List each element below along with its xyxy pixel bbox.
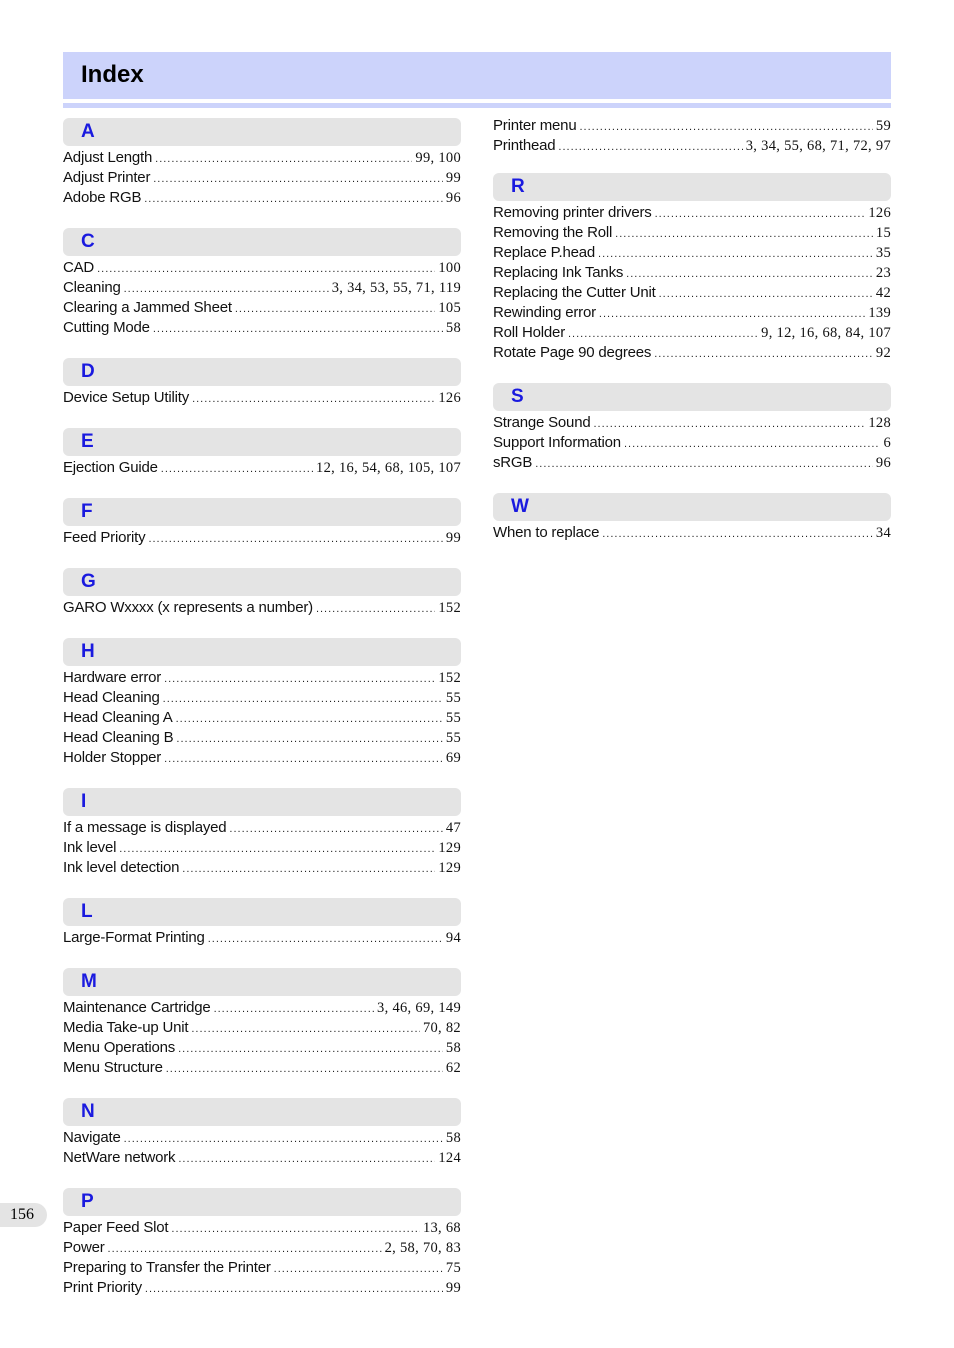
index-entry[interactable]	[63, 1258, 461, 1278]
dot-leader	[164, 669, 435, 689]
entry-list	[63, 598, 461, 618]
index-entry[interactable]	[63, 928, 461, 948]
index-term: Adjust Length	[63, 149, 153, 166]
page-references[interactable]: 100	[438, 260, 461, 276]
page-references[interactable]: 6	[883, 435, 891, 451]
section-letter: S	[511, 386, 524, 407]
index-term: sRGB	[493, 454, 533, 471]
section-letter: N	[81, 1101, 95, 1122]
page-references[interactable]: 62	[445, 1060, 461, 1076]
dot-leader	[108, 1239, 382, 1259]
index-entry[interactable]	[493, 283, 891, 303]
dot-leader	[624, 434, 880, 454]
section-letter: E	[81, 431, 94, 452]
index-term: If a message is displayed	[63, 819, 227, 836]
entry-list	[63, 458, 461, 478]
page-references[interactable]: 99	[445, 1280, 461, 1296]
dot-leader	[535, 454, 873, 474]
index-term: Navigate	[63, 1129, 121, 1146]
index-term: Media Take-up Unit	[63, 1019, 189, 1036]
page-references[interactable]: 152	[438, 670, 461, 686]
section-letter: I	[81, 791, 87, 812]
section-header	[63, 968, 461, 996]
entry-list	[63, 148, 461, 208]
index-entry[interactable]	[63, 258, 461, 278]
index-term: Menu Structure	[63, 1059, 163, 1076]
dot-leader	[626, 264, 873, 284]
entry-list	[63, 1218, 461, 1298]
page-references[interactable]: 75	[445, 1260, 461, 1276]
dot-leader	[153, 319, 443, 339]
index-term: Print Priority	[63, 1279, 142, 1296]
page-references[interactable]: 58	[445, 320, 461, 336]
index-section-w	[493, 493, 891, 543]
index-entry[interactable]	[63, 1238, 461, 1258]
index-section-g	[63, 568, 461, 618]
dot-leader	[615, 224, 873, 244]
index-term: Removing printer drivers	[493, 204, 652, 221]
dot-leader	[124, 1129, 443, 1149]
index-term: Large-Format Printing	[63, 929, 205, 946]
dot-leader	[316, 599, 435, 619]
index-entry[interactable]	[493, 433, 891, 453]
page-references[interactable]: 34	[875, 525, 891, 541]
page-references[interactable]: 94	[445, 930, 461, 946]
section-header	[63, 1098, 461, 1126]
index-entry[interactable]	[63, 708, 461, 728]
page-references[interactable]: 55	[445, 710, 461, 726]
dot-leader	[178, 1149, 435, 1169]
dot-leader	[274, 1259, 443, 1279]
page-references[interactable]: 12, 16, 54, 68, 105, 107	[316, 460, 461, 476]
page-references[interactable]: 139	[868, 305, 891, 321]
page-references[interactable]: 99, 100	[415, 150, 461, 166]
dot-leader	[229, 819, 442, 839]
index-term: Replacing the Cutter Unit	[493, 284, 656, 301]
index-term: Hardware error	[63, 669, 162, 686]
index-entry[interactable]	[63, 688, 461, 708]
dot-leader	[153, 169, 443, 189]
page-references[interactable]: 129	[438, 840, 461, 856]
dot-leader	[208, 929, 443, 949]
section-letter: F	[81, 501, 93, 522]
index-section-h	[63, 638, 461, 768]
section-header	[493, 493, 891, 521]
index-entry[interactable]	[63, 1128, 461, 1148]
page-references[interactable]: 35	[875, 245, 891, 261]
index-section-r	[493, 173, 891, 363]
page-references[interactable]: 42	[875, 285, 891, 301]
index-section-f	[63, 498, 461, 548]
index-entry[interactable]	[63, 818, 461, 838]
index-entry[interactable]	[493, 243, 891, 263]
dot-leader	[599, 304, 865, 324]
index-term: Ink level detection	[63, 859, 180, 876]
dot-leader	[568, 324, 758, 344]
dot-leader	[558, 137, 742, 157]
index-entry[interactable]	[63, 458, 461, 478]
page-references[interactable]: 96	[875, 455, 891, 471]
index-term: When to replace	[493, 524, 600, 541]
section-letter: C	[81, 231, 95, 252]
index-section-s	[493, 383, 891, 473]
index-entry[interactable]	[493, 523, 891, 543]
index-section-c	[63, 228, 461, 338]
index-left-column	[63, 118, 461, 1318]
index-term: CAD	[63, 259, 95, 276]
page-references[interactable]: 47	[445, 820, 461, 836]
index-entry[interactable]	[493, 223, 891, 243]
dot-leader	[659, 284, 873, 304]
index-entry[interactable]	[63, 278, 461, 298]
section-letter: G	[81, 571, 96, 592]
index-term: Rotate Page 90 degrees	[493, 344, 652, 361]
dot-leader	[192, 389, 435, 409]
index-term: Clearing a Jammed Sheet	[63, 299, 232, 316]
index-entry[interactable]	[63, 298, 461, 318]
index-section-p-continued	[493, 116, 891, 156]
index-entry[interactable]	[63, 1218, 461, 1238]
index-entry[interactable]	[63, 318, 461, 338]
dot-leader	[654, 344, 873, 364]
index-term: Device Setup Utility	[63, 389, 190, 406]
section-header	[63, 118, 461, 146]
section-letter: A	[81, 121, 95, 142]
index-entry[interactable]	[63, 1038, 461, 1058]
index-entry[interactable]	[63, 1058, 461, 1078]
index-entry[interactable]	[63, 748, 461, 768]
index-term: Cleaning	[63, 279, 121, 296]
page-references[interactable]: 3, 46, 69, 149	[377, 1000, 461, 1016]
dot-leader	[144, 189, 443, 209]
index-term: Strange Sound	[493, 414, 591, 431]
dot-leader	[163, 689, 443, 709]
index-term: Printhead	[493, 137, 556, 154]
page-references[interactable]: 3, 34, 53, 55, 71, 119	[331, 280, 461, 296]
dot-leader	[161, 459, 313, 479]
page-references[interactable]: 96	[445, 190, 461, 206]
entry-list	[493, 116, 891, 156]
index-section-i	[63, 788, 461, 878]
section-header	[63, 788, 461, 816]
index-term: Adjust Printer	[63, 169, 151, 186]
index-right-column	[493, 118, 891, 563]
index-section-e	[63, 428, 461, 478]
section-header	[63, 428, 461, 456]
dot-leader	[97, 259, 435, 279]
page-references[interactable]: 99	[445, 530, 461, 546]
page-title: Index	[81, 61, 144, 88]
index-entry[interactable]	[493, 303, 891, 323]
index-term: Head Cleaning B	[63, 729, 174, 746]
index-term: Rewinding error	[493, 304, 596, 321]
page-references[interactable]: 128	[868, 415, 891, 431]
section-letter: D	[81, 361, 95, 382]
index-term: Support Information	[493, 434, 621, 451]
dot-leader	[655, 204, 866, 224]
entry-list	[63, 1128, 461, 1168]
section-letter: L	[81, 901, 93, 922]
page-references[interactable]: 2, 58, 70, 83	[384, 1240, 461, 1256]
page-references[interactable]: 59	[875, 118, 891, 134]
section-header	[493, 173, 891, 201]
page-references[interactable]: 92	[875, 345, 891, 361]
index-entry[interactable]	[63, 168, 461, 188]
index-entry[interactable]	[493, 263, 891, 283]
page-references[interactable]: 70, 82	[422, 1020, 461, 1036]
index-term: NetWare network	[63, 1149, 176, 1166]
dot-leader	[176, 709, 443, 729]
dot-leader	[166, 1059, 443, 1079]
dot-leader	[176, 729, 442, 749]
index-entry[interactable]	[63, 668, 461, 688]
index-term: Replace P.head	[493, 244, 596, 261]
dot-leader	[602, 524, 873, 544]
index-term: Holder Stopper	[63, 749, 162, 766]
index-term: Menu Operations	[63, 1039, 176, 1056]
entry-list	[63, 818, 461, 878]
section-header	[63, 1188, 461, 1216]
index-entry[interactable]	[63, 388, 461, 408]
entry-list	[493, 413, 891, 473]
index-entry[interactable]	[63, 148, 461, 168]
index-section-d	[63, 358, 461, 408]
page-references[interactable]: 126	[438, 390, 461, 406]
dot-leader	[579, 117, 872, 137]
index-entry[interactable]	[63, 998, 461, 1018]
index-entry[interactable]	[63, 858, 461, 878]
index-term: Power	[63, 1239, 105, 1256]
index-entry[interactable]	[63, 528, 461, 548]
entry-list	[63, 388, 461, 408]
entry-list	[63, 668, 461, 768]
dot-leader	[598, 244, 873, 264]
index-term: Adobe RGB	[63, 189, 142, 206]
index-entry[interactable]	[493, 343, 891, 363]
section-letter: R	[511, 176, 525, 197]
entry-list	[63, 928, 461, 948]
dot-leader	[191, 1019, 420, 1039]
dot-leader	[214, 999, 374, 1019]
index-term: Maintenance Cartridge	[63, 999, 211, 1016]
section-header	[63, 498, 461, 526]
index-term: Removing the Roll	[493, 224, 613, 241]
page-number-tab	[0, 1203, 47, 1227]
page-references[interactable]: 3, 34, 55, 68, 71, 72, 97	[745, 138, 891, 154]
entry-list	[63, 528, 461, 548]
dot-leader	[164, 749, 443, 769]
index-entry[interactable]	[493, 453, 891, 473]
dot-leader	[235, 299, 436, 319]
page-references[interactable]: 126	[868, 205, 891, 221]
entry-list	[493, 523, 891, 543]
index-entry[interactable]	[63, 1018, 461, 1038]
index-entry[interactable]	[493, 203, 891, 223]
index-term: Printer menu	[493, 117, 577, 134]
page-references[interactable]: 55	[445, 730, 461, 746]
index-section-n	[63, 1098, 461, 1168]
page-references[interactable]: 58	[445, 1040, 461, 1056]
index-section-p	[63, 1188, 461, 1298]
dot-leader	[145, 1279, 443, 1299]
page-references[interactable]: 124	[438, 1150, 461, 1166]
page-references[interactable]: 152	[438, 600, 461, 616]
section-letter: W	[511, 496, 529, 517]
dot-leader	[119, 839, 435, 859]
section-header	[493, 383, 891, 411]
section-letter: M	[81, 971, 97, 992]
dot-leader	[182, 859, 435, 879]
entry-list	[63, 258, 461, 338]
index-entry[interactable]	[63, 1148, 461, 1168]
index-entry[interactable]	[63, 1278, 461, 1298]
index-entry[interactable]	[493, 323, 891, 343]
page-references[interactable]: 69	[445, 750, 461, 766]
section-header	[63, 898, 461, 926]
index-entry[interactable]	[63, 598, 461, 618]
index-section-l	[63, 898, 461, 948]
section-letter: H	[81, 641, 95, 662]
index-term: Replacing Ink Tanks	[493, 264, 624, 281]
page-references[interactable]: 15	[875, 225, 891, 241]
page-references[interactable]: 55	[445, 690, 461, 706]
dot-leader	[124, 279, 329, 299]
dot-leader	[593, 414, 865, 434]
page-references[interactable]: 13, 68	[422, 1220, 461, 1236]
page-references[interactable]: 9, 12, 16, 68, 84, 107	[761, 325, 891, 341]
section-letter: P	[81, 1191, 94, 1212]
index-entry[interactable]	[493, 116, 891, 136]
page-references[interactable]: 99	[445, 170, 461, 186]
index-entry[interactable]	[493, 136, 891, 156]
index-term: Feed Priority	[63, 529, 146, 546]
index-term: Roll Holder	[493, 324, 565, 341]
index-term: GARO Wxxxx (x represents a number)	[63, 599, 313, 616]
dot-leader	[171, 1219, 420, 1239]
index-term: Cutting Mode	[63, 319, 150, 336]
index-entry[interactable]	[63, 728, 461, 748]
section-header	[63, 228, 461, 256]
section-header	[63, 358, 461, 386]
index-term: Head Cleaning	[63, 689, 160, 706]
index-section-a	[63, 118, 461, 208]
title-divider	[63, 103, 891, 108]
page-number: 156	[10, 1206, 34, 1223]
page-references[interactable]: 105	[438, 300, 461, 316]
entry-list	[63, 998, 461, 1078]
page-references[interactable]: 58	[445, 1130, 461, 1146]
section-header	[63, 638, 461, 666]
dot-leader	[178, 1039, 443, 1059]
entry-list	[493, 203, 891, 363]
section-header	[63, 568, 461, 596]
index-term: Head Cleaning A	[63, 709, 173, 726]
dot-leader	[155, 149, 412, 169]
index-section-m	[63, 968, 461, 1078]
index-term: Ejection Guide	[63, 459, 158, 476]
index-term: Ink level	[63, 839, 117, 856]
index-title-band	[63, 52, 891, 99]
page-references[interactable]: 23	[875, 265, 891, 281]
index-term: Paper Feed Slot	[63, 1219, 169, 1236]
index-entry[interactable]	[63, 838, 461, 858]
index-entry[interactable]	[493, 413, 891, 433]
dot-leader	[148, 529, 442, 549]
page-references[interactable]: 129	[438, 860, 461, 876]
index-term: Preparing to Transfer the Printer	[63, 1259, 271, 1276]
index-entry[interactable]	[63, 188, 461, 208]
